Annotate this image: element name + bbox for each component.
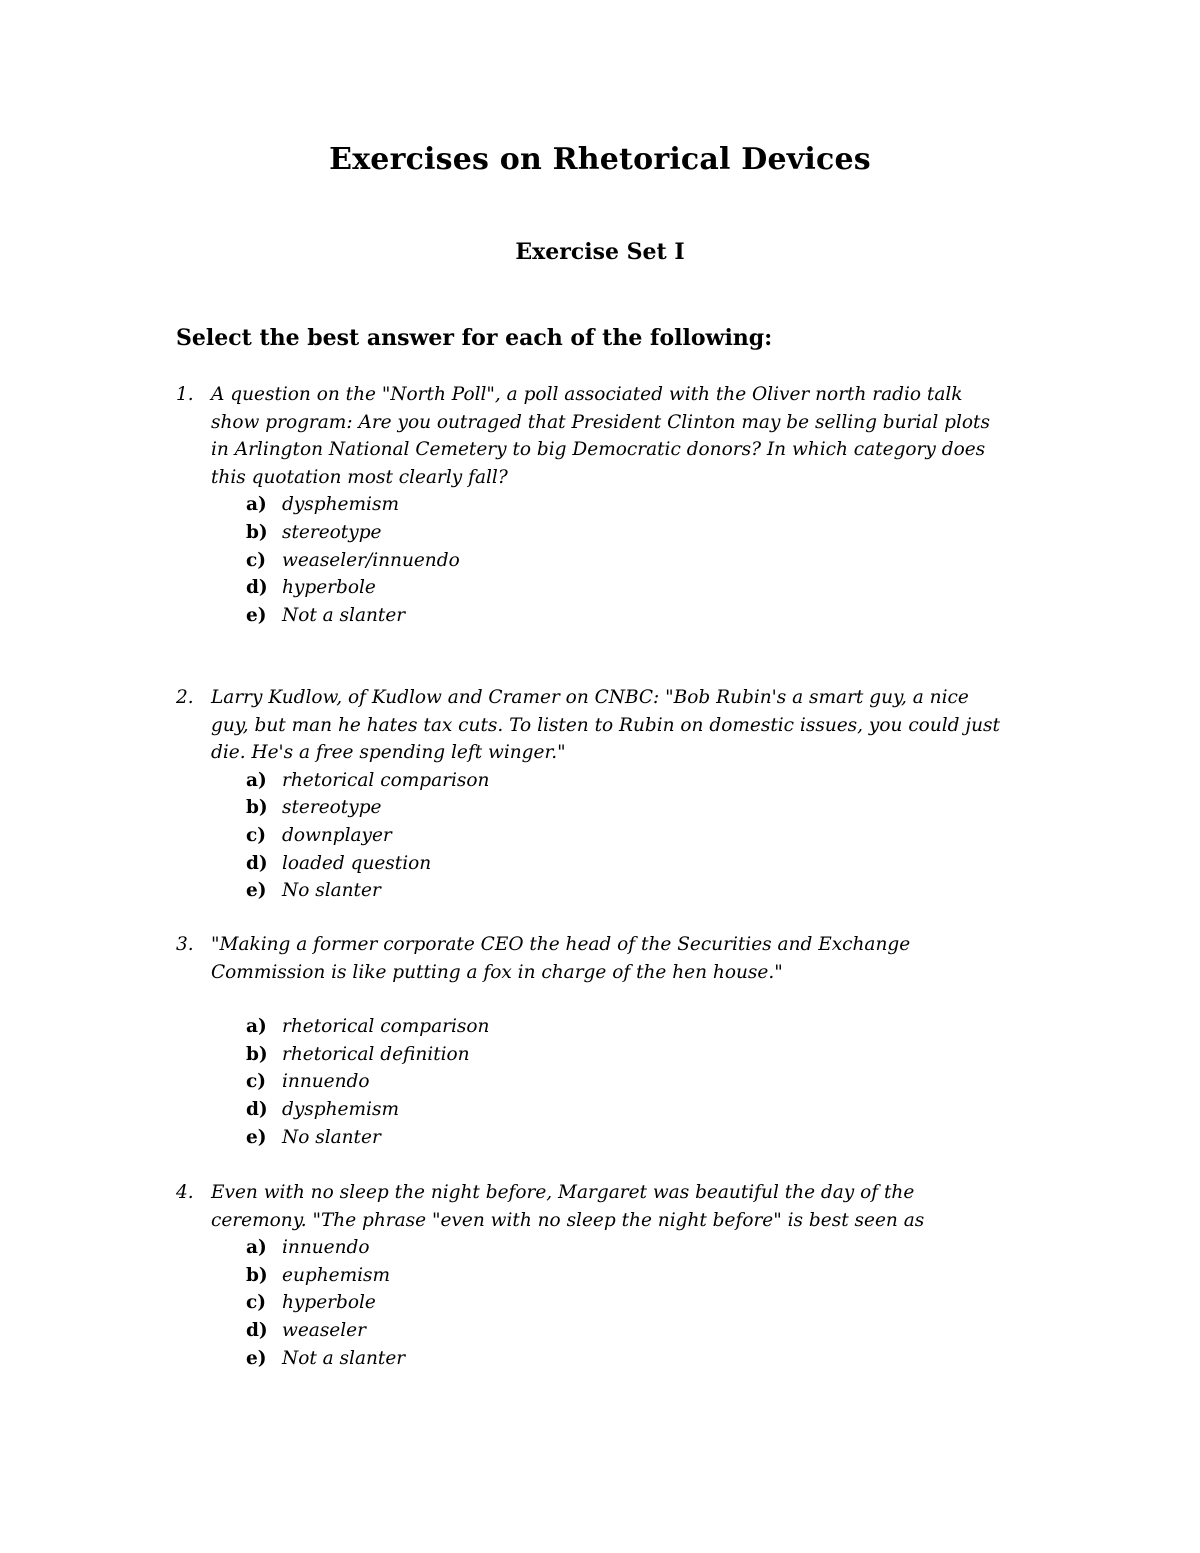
answer-option-d [176,574,1036,602]
question-3 [176,931,1036,1151]
option-letter: e) [246,880,267,902]
option-letter: d) [246,1098,268,1120]
question-2 [176,684,1036,905]
option-letter: b) [246,521,268,543]
answer-option-d [176,1096,1036,1124]
option-text: dysphemism [282,1098,399,1120]
option-letter: e) [246,604,267,626]
option-letter: b) [246,1264,268,1286]
answer-option-e [176,1124,1036,1152]
question-text: "Making a former corporate CEO the head of the Securities and Exchange Commission is like putting a fox in charge of the hen house." [211,934,911,983]
option-text: hyperbole [282,1292,376,1314]
option-letter: a) [246,494,267,516]
question-text: A question on the "North Poll", a poll associated with the Oliver north radio talk show program: Are you outraged that President Clinton may be selling burial plots in Arlington National Cemetery to big Democratic donors? In which category does this quotation most clearly fall? [211,384,990,488]
answer-option-a [176,491,1036,519]
option-letter: d) [246,1319,268,1341]
option-text: hyperbole [282,577,376,599]
option-text: loaded question [282,852,432,874]
option-text: dysphemism [282,494,399,516]
option-letter: b) [246,797,268,819]
answer-option-c [176,1289,1036,1317]
answer-option-b [176,1041,1036,1069]
answer-option-c [176,822,1036,850]
option-letter: a) [246,1237,267,1259]
question-text: Larry Kudlow, of Kudlow and Cramer on CNBC: "Bob Rubin's a smart guy, a nice guy, but man he hates tax cuts. To listen to Rubin on domestic issues, you could just die. He's a free spending left winger." [211,687,1000,764]
option-text: stereotype [282,521,382,543]
answer-option-b [176,1262,1036,1290]
answer-option-a [176,1013,1036,1041]
option-letter: e) [246,1126,267,1148]
option-letter: c) [246,1071,267,1093]
option-text: innuendo [282,1071,370,1093]
instruction-text: Select the best answer for each of the following: [176,325,773,351]
option-text: rhetorical definition [282,1043,470,1065]
answer-option-c [176,547,1036,575]
answer-option-e [176,602,1036,630]
option-letter: c) [246,1292,267,1314]
answer-option-d [176,1317,1036,1345]
answer-option-e [176,1345,1036,1373]
option-letter: b) [246,1043,268,1065]
option-text: rhetorical comparison [282,769,490,791]
option-letter: c) [246,549,267,571]
answer-option-e [176,877,1036,905]
option-text: Not a slanter [282,1347,406,1369]
answer-options [176,1234,1036,1372]
option-letter: e) [246,1347,267,1369]
question-4 [176,1179,1036,1372]
option-text: Not a slanter [282,604,406,626]
answer-options [176,1013,1036,1151]
question-1 [176,381,1036,629]
answer-option-a [176,1234,1036,1262]
option-letter: d) [246,852,268,874]
option-letter: d) [246,577,268,599]
option-letter: a) [246,1016,267,1038]
question-text: Even with no sleep the night before, Margaret was beautiful the day of the ceremony. "The phrase "even with no sleep the night before" is best seen as [211,1182,925,1231]
option-letter: a) [246,769,267,791]
option-text: innuendo [282,1237,370,1259]
answer-options [176,767,1036,905]
option-text: weaseler [282,1319,366,1341]
option-text: euphemism [282,1264,391,1286]
question-number: 4. [176,1182,194,1203]
option-text: rhetorical comparison [282,1016,490,1038]
answer-options [176,491,1036,629]
answer-option-a [176,767,1036,795]
option-letter: c) [246,824,267,846]
exercise-set-heading: Exercise Set I [515,239,685,265]
option-text: No slanter [282,1126,381,1148]
option-text: No slanter [282,880,381,902]
question-number: 3. [176,934,194,955]
question-number: 2. [176,687,194,708]
question-number: 1. [176,384,194,405]
answer-option-d [176,850,1036,878]
option-text: weaseler/innuendo [282,549,460,571]
option-text: stereotype [282,797,382,819]
answer-option-c [176,1068,1036,1096]
answer-option-b [176,519,1036,547]
answer-option-b [176,794,1036,822]
option-text: downplayer [282,824,392,846]
page-title: Exercises on Rhetorical Devices [329,142,871,177]
